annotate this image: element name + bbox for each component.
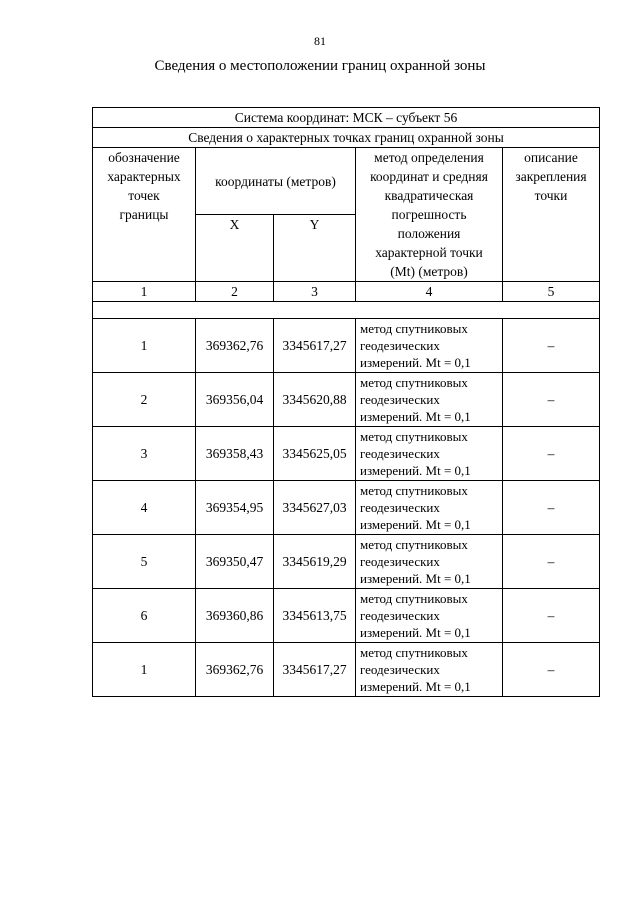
column-number: 5 [503, 282, 600, 302]
description-header-line: точки [534, 188, 568, 203]
table-row [93, 589, 600, 643]
point-number-cell: 2 [93, 373, 196, 427]
table-row [93, 373, 600, 427]
point-number-cell: 1 [93, 643, 196, 697]
y-coordinate-cell: 3345617,27 [274, 319, 356, 373]
method-header-line: (Mt) (метров) [390, 264, 468, 279]
y-header: Y [274, 215, 356, 282]
designation-header-line: обозначение [108, 150, 180, 165]
page-number: 81 [314, 34, 326, 48]
system-row [93, 108, 600, 128]
section-title-cell: Сведения о характерных точках границ охранной зоны [93, 128, 600, 148]
method-line: метод спутниковых [360, 321, 468, 336]
method-header-line: положения [397, 226, 461, 241]
method-line: метод спутниковых [360, 645, 468, 660]
section-row [93, 128, 600, 148]
x-coordinate-cell: 369350,47 [196, 535, 274, 589]
y-coordinate-cell: 3345625,05 [274, 427, 356, 481]
method-line: геодезических [360, 500, 440, 515]
header-row [93, 148, 600, 215]
method-header-line: квадратическая [384, 188, 474, 203]
method-cell [356, 319, 503, 373]
method-line: измерений. Mt = 0,1 [360, 625, 471, 640]
method-line: метод спутниковых [360, 429, 468, 444]
spacer-row [93, 302, 600, 319]
y-coordinate-cell: 3345619,29 [274, 535, 356, 589]
table-row [93, 643, 600, 697]
column-numbers-row [93, 282, 600, 302]
point-number-cell: 5 [93, 535, 196, 589]
column-number: 2 [196, 282, 274, 302]
x-coordinate-cell: 369362,76 [196, 643, 274, 697]
x-coordinate-cell: 369358,43 [196, 427, 274, 481]
method-line: измерений. Mt = 0,1 [360, 463, 471, 478]
method-header-line: метод определения [374, 150, 484, 165]
designation-header [93, 148, 196, 282]
boundary-points-table [92, 107, 600, 697]
point-number-cell: 1 [93, 319, 196, 373]
designation-header-line: границы [119, 207, 169, 222]
method-header [356, 148, 503, 282]
y-coordinate-cell: 3345613,75 [274, 589, 356, 643]
y-coordinate-cell: 3345617,27 [274, 643, 356, 697]
method-line: геодезических [360, 446, 440, 461]
coordinates-header: координаты (метров) [196, 148, 356, 215]
x-coordinate-cell: 369362,76 [196, 319, 274, 373]
point-number-cell: 6 [93, 589, 196, 643]
description-header-line: описание [524, 150, 578, 165]
method-header-line: координат и средняя [370, 169, 488, 184]
description-cell: – [503, 643, 600, 697]
column-number: 4 [356, 282, 503, 302]
description-cell: – [503, 427, 600, 481]
x-coordinate-cell: 369360,86 [196, 589, 274, 643]
table-row [93, 535, 600, 589]
method-line: измерений. Mt = 0,1 [360, 355, 471, 370]
method-line: измерений. Mt = 0,1 [360, 679, 471, 694]
description-cell: – [503, 481, 600, 535]
method-cell [356, 589, 503, 643]
y-coordinate-cell: 3345627,03 [274, 481, 356, 535]
method-cell [356, 481, 503, 535]
method-line: геодезических [360, 392, 440, 407]
table-row [93, 427, 600, 481]
point-number-cell: 3 [93, 427, 196, 481]
method-header-line: характерной точки [375, 245, 483, 260]
method-line: измерений. Mt = 0,1 [360, 571, 471, 586]
method-line: геодезических [360, 554, 440, 569]
method-line: геодезических [360, 608, 440, 623]
table-row [93, 481, 600, 535]
method-line: метод спутниковых [360, 483, 468, 498]
table-row [93, 319, 600, 373]
designation-header-line: точек [128, 188, 160, 203]
x-coordinate-cell: 369354,95 [196, 481, 274, 535]
method-line: измерений. Mt = 0,1 [360, 409, 471, 424]
x-coordinate-cell: 369356,04 [196, 373, 274, 427]
x-header: X [196, 215, 274, 282]
column-number: 1 [93, 282, 196, 302]
coordinate-system-cell: Система координат: МСК – субъект 56 [93, 108, 600, 128]
method-cell [356, 535, 503, 589]
designation-header-line: характерных [107, 169, 181, 184]
description-cell: – [503, 373, 600, 427]
method-line: метод спутниковых [360, 591, 468, 606]
empty-separator-cell [93, 302, 600, 319]
method-cell [356, 427, 503, 481]
method-cell [356, 643, 503, 697]
method-header-line: погрешность [391, 207, 467, 222]
method-line: геодезических [360, 662, 440, 677]
method-line: геодезических [360, 338, 440, 353]
description-cell: – [503, 535, 600, 589]
method-cell [356, 373, 503, 427]
page-title: Сведения о местоположении границ охранной зоны [154, 58, 486, 74]
method-line: метод спутниковых [360, 537, 468, 552]
description-header-line: закрепления [515, 169, 587, 184]
y-coordinate-cell: 3345620,88 [274, 373, 356, 427]
method-line: метод спутниковых [360, 375, 468, 390]
method-line: измерений. Mt = 0,1 [360, 517, 471, 532]
point-number-cell: 4 [93, 481, 196, 535]
description-cell: – [503, 589, 600, 643]
column-number: 3 [274, 282, 356, 302]
description-cell: – [503, 319, 600, 373]
description-header [503, 148, 600, 282]
